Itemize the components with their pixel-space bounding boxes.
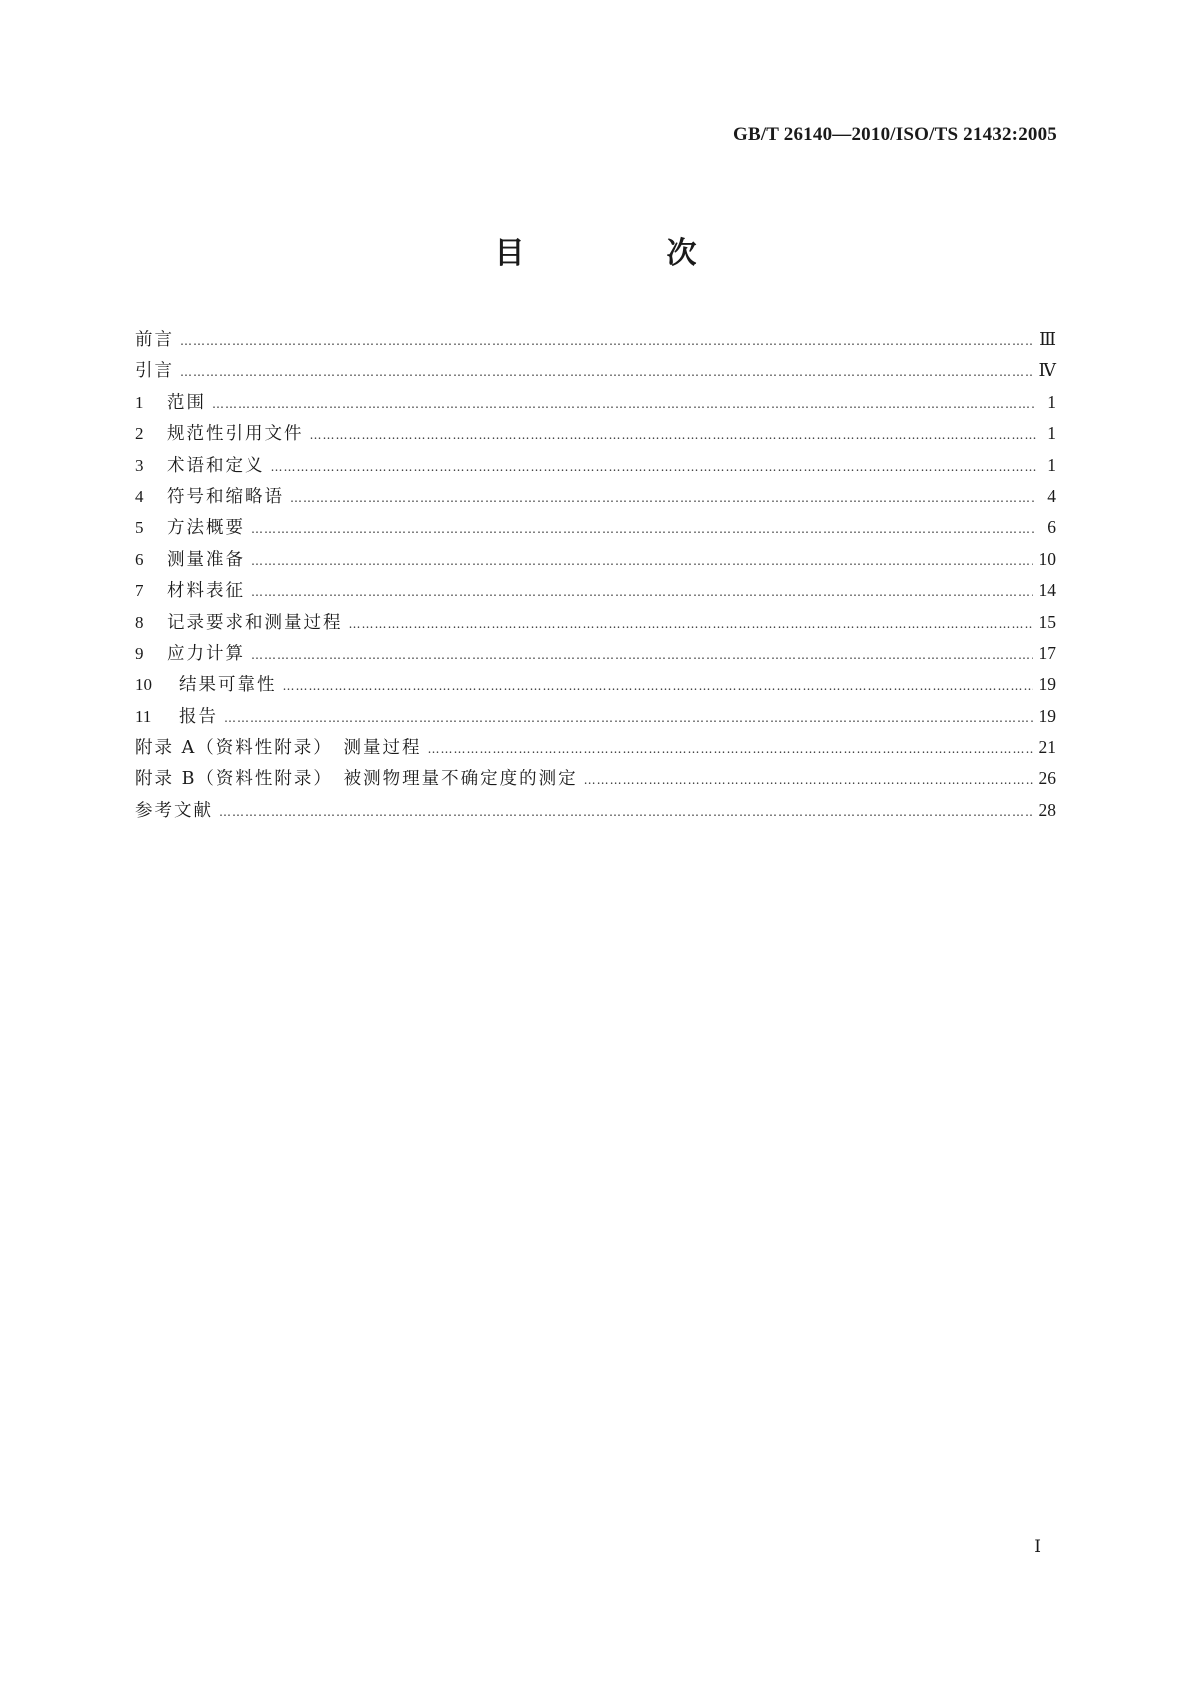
toc-entry-label: 范围	[167, 392, 206, 413]
toc-dot-leader	[180, 365, 1033, 379]
toc-entry-label: 测量准备	[167, 549, 245, 570]
toc-entry-label: 记录要求和测量过程	[167, 612, 343, 633]
toc-entry-9[interactable]	[135, 640, 1056, 671]
toc-dot-leader	[212, 397, 1036, 411]
toc-entry-page: 17	[1038, 642, 1056, 663]
toc-entry-11[interactable]	[135, 703, 1056, 734]
toc-entry-number: 6	[135, 549, 144, 569]
toc-entry-2[interactable]	[135, 420, 1056, 451]
toc-dot-leader	[219, 805, 1033, 819]
toc-entry-label: 材料表征	[167, 581, 245, 602]
toc-entry-page: 15	[1038, 611, 1056, 632]
toc-entry-5[interactable]	[135, 514, 1056, 545]
toc-entry-page: 28	[1038, 799, 1056, 820]
toc-dot-leader	[584, 773, 1033, 787]
toc-entry-page: 26	[1038, 768, 1056, 789]
toc-entry-label: 报告	[179, 706, 218, 727]
toc-dot-leader	[349, 617, 1033, 631]
page-number: Ⅰ	[1034, 1537, 1041, 1556]
toc-entry-page: Ⅲ	[1039, 329, 1056, 349]
toc-dot-leader	[251, 648, 1033, 662]
toc-dot-leader	[251, 554, 1033, 568]
toc-entry-page: 4	[1047, 485, 1056, 506]
toc-entry-page: 10	[1038, 548, 1056, 569]
toc-entry-page: 19	[1038, 705, 1056, 726]
toc-dot-leader	[427, 742, 1032, 756]
toc-entry-page: 1	[1047, 423, 1056, 444]
toc-entry-label: 前言	[135, 330, 174, 350]
toc-entry-4[interactable]	[135, 483, 1056, 514]
toc-entry-10[interactable]	[135, 671, 1056, 702]
toc-entry-3[interactable]	[135, 452, 1056, 483]
toc-entry-number: 8	[135, 612, 144, 632]
toc-entry-preface[interactable]	[135, 326, 1056, 357]
toc-entry-8[interactable]	[135, 609, 1056, 640]
toc-dot-leader	[251, 585, 1033, 599]
toc-entry-label: 符号和缩略语	[167, 486, 284, 507]
page-title: 目 次	[494, 236, 753, 271]
toc-entry-label: 结果可靠性	[179, 675, 277, 696]
toc-entry-number: 3	[135, 455, 144, 475]
toc-entry-page: Ⅳ	[1038, 360, 1056, 381]
toc-entry-number: 4	[135, 486, 144, 506]
toc-entry-page: 14	[1038, 580, 1056, 601]
toc-entry-annex-a[interactable]	[135, 734, 1056, 765]
toc-entry-label: 附录 A（资料性附录） 测量过程	[135, 738, 422, 759]
table-of-contents	[135, 326, 1056, 828]
toc-entry-number: 5	[135, 518, 144, 538]
toc-entry-label: 规范性引用文件	[167, 424, 304, 445]
toc-entry-7[interactable]	[135, 577, 1056, 608]
toc-entry-number: 11	[135, 706, 152, 726]
toc-entry-label: 参考文献	[135, 800, 213, 821]
toc-dot-leader	[271, 460, 1037, 474]
toc-entry-number: 1	[135, 392, 144, 412]
toc-dot-leader	[180, 334, 1033, 348]
toc-entry-number: 10	[135, 675, 152, 695]
toc-entry-bibliography[interactable]	[135, 797, 1056, 828]
toc-entry-1[interactable]	[135, 389, 1056, 420]
toc-entry-introduction[interactable]	[135, 357, 1056, 388]
standard-code: GB/T 26140—2010/ISO/TS 21432:2005	[732, 124, 1057, 145]
toc-entry-page: 21	[1038, 737, 1056, 758]
toc-entry-label: 方法概要	[167, 518, 245, 539]
toc-dot-leader	[283, 679, 1033, 693]
toc-entry-page: 19	[1038, 674, 1056, 695]
toc-entry-page: 1	[1047, 391, 1056, 412]
toc-dot-leader	[310, 428, 1037, 442]
toc-entry-label: 应力计算	[167, 643, 245, 664]
toc-entry-page: 6	[1047, 517, 1056, 538]
toc-entry-6[interactable]	[135, 546, 1056, 577]
toc-entry-number: 7	[135, 581, 144, 601]
toc-entry-label: 引言	[135, 361, 174, 382]
toc-entry-page: 1	[1047, 454, 1056, 475]
toc-entry-label: 附录 B（资料性附录） 被测物理量不确定度的测定	[135, 769, 578, 790]
toc-entry-label: 术语和定义	[167, 455, 265, 476]
toc-dot-leader	[290, 491, 1036, 505]
toc-entry-number: 2	[135, 424, 144, 444]
toc-dot-leader	[224, 711, 1033, 725]
toc-entry-annex-b[interactable]	[135, 765, 1056, 796]
toc-dot-leader	[251, 522, 1036, 536]
toc-entry-number: 9	[135, 643, 144, 663]
